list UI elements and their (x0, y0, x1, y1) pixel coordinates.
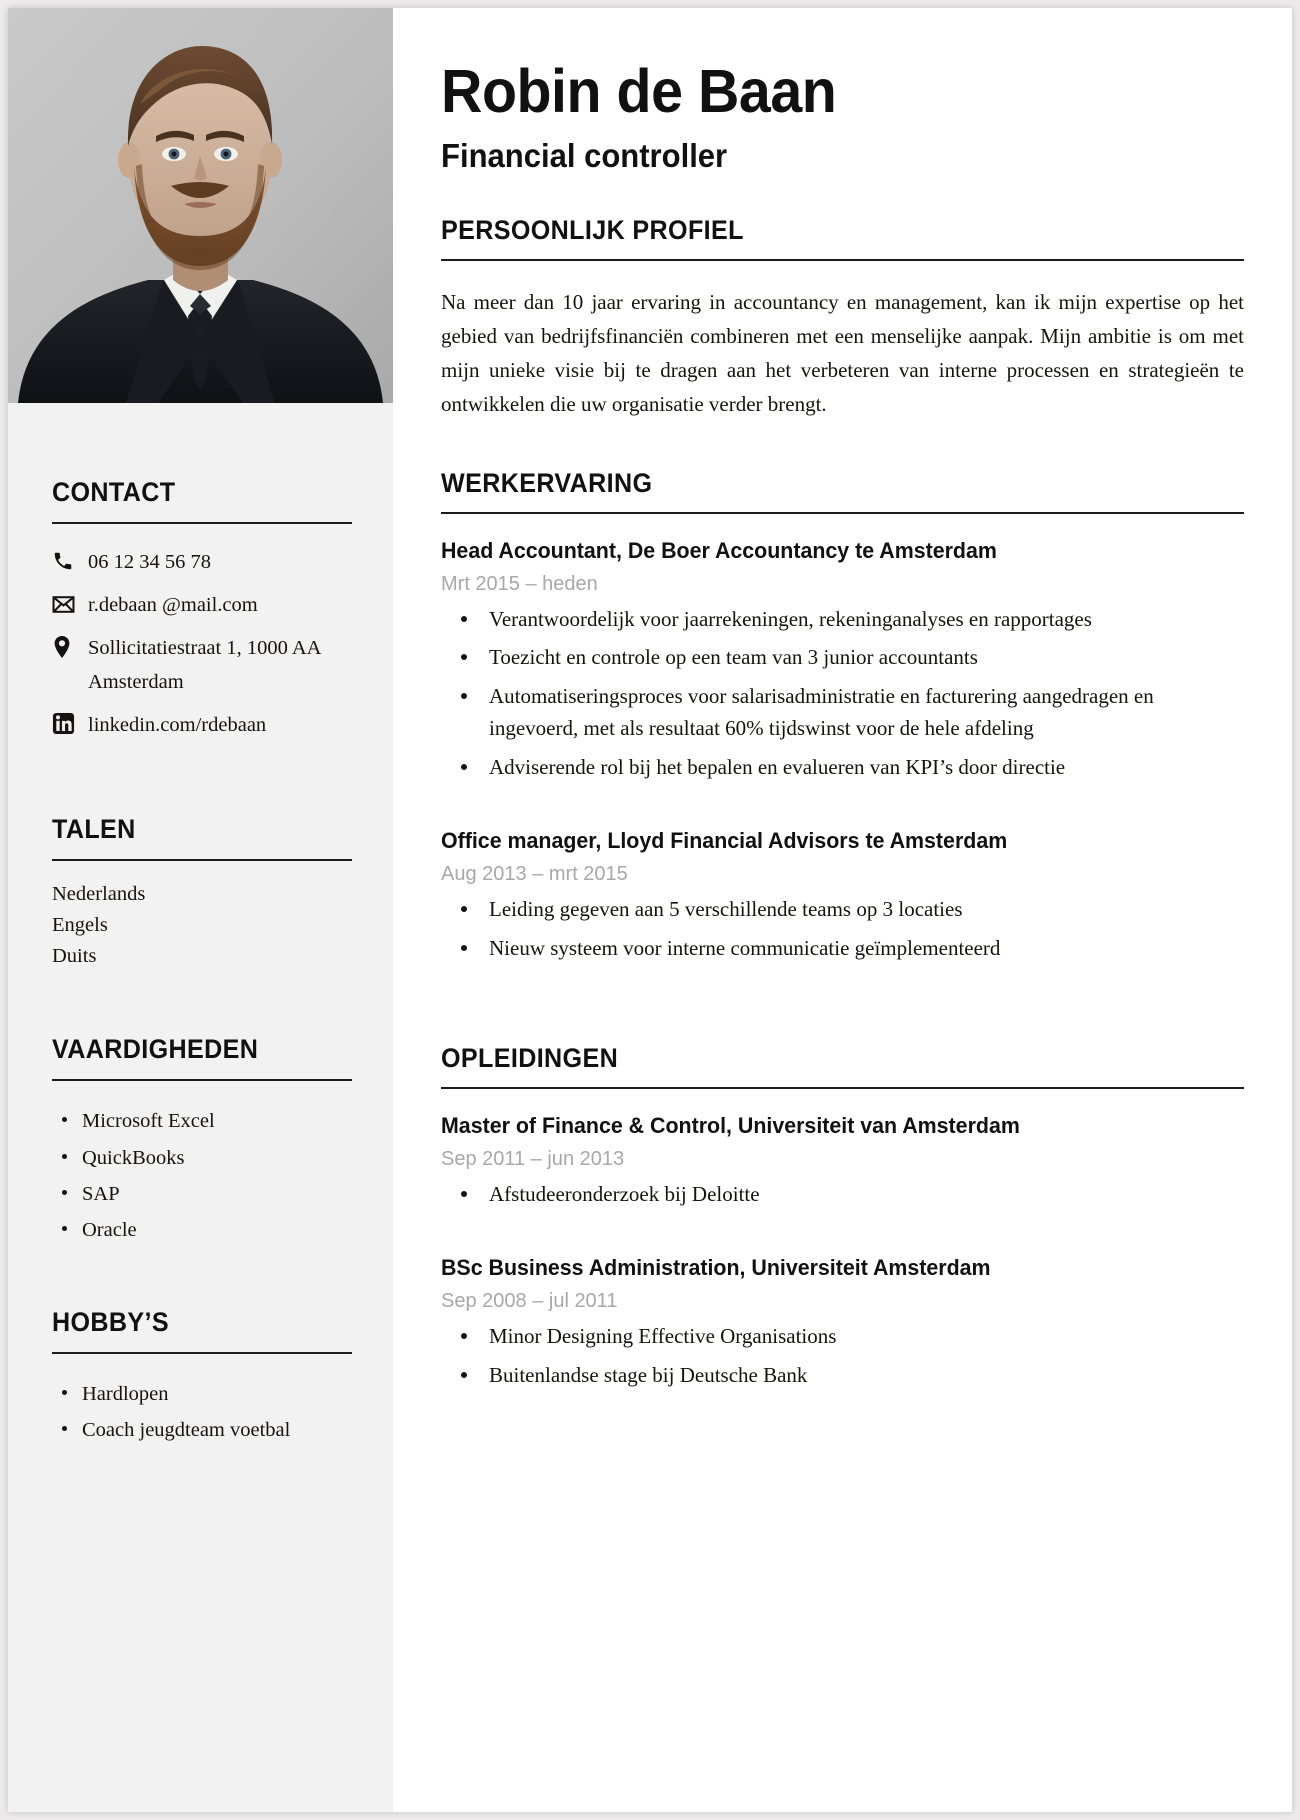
contact-heading: CONTACT (52, 477, 176, 507)
phone-icon (52, 548, 82, 574)
entry-title: BSc Business Administration, Universiteit Amsterdam (441, 1254, 991, 1280)
list-item: Toezicht en controle op een team van 3 junior accountants (441, 642, 1244, 674)
list-item: SAP (52, 1176, 349, 1212)
language-list (52, 883, 349, 968)
experience-section (441, 468, 1244, 965)
language-row (52, 945, 349, 968)
language-row (52, 883, 349, 906)
experience-entry (441, 828, 1244, 965)
entry-title: Master of Finance & Control, Universiteit van Amsterdam (441, 1112, 1020, 1138)
list-item: Microsoft Excel (52, 1103, 349, 1139)
language-label: Nederlands (52, 883, 146, 906)
entry-date: Sep 2011 – jun 2013 (441, 1147, 625, 1170)
contact-value-email: r.debaan @mail.com (88, 594, 258, 617)
language-bar-track (174, 950, 349, 963)
location-pin-icon (52, 634, 82, 660)
entry-date: Mrt 2015 – heden (441, 572, 598, 595)
skills-divider (52, 1079, 352, 1081)
skills-section (52, 1034, 349, 1249)
entry-bullets (441, 1179, 1244, 1211)
experience-entry (441, 538, 1244, 785)
hobbies-divider (52, 1352, 352, 1354)
language-bar-track (174, 919, 349, 932)
profile-text: Na meer dan 10 jaar ervaring in accountancy en management, kan ik mijn expertise op het gebied van bedrijfsfinanciën combineren met een menselijke aanpak. Mijn ambitie is om met mijn unieke visie bij te dragen aan het verbeteren van interne processen en strategieën te ontwikkelen die uw organisatie verder brengt. (441, 290, 1244, 417)
language-label: Engels (52, 914, 108, 937)
sidebar (8, 8, 393, 1812)
languages-heading: TALEN (52, 814, 136, 845)
profile-photo (8, 8, 393, 403)
contact-item-linkedin[interactable] (52, 709, 349, 742)
entry-bullets (441, 894, 1244, 965)
profile-divider (441, 259, 1244, 261)
linkedin-icon (52, 711, 82, 737)
contact-value-address: Sollicitatiestraat 1, 1000 AA Amsterdam (88, 637, 321, 693)
language-bar-track (174, 888, 349, 901)
main-column (393, 8, 1292, 1812)
list-item: Adviserende rol bij het bepalen en evalueren van KPI’s door directie (441, 752, 1244, 784)
profile-heading: PERSOONLIJK PROFIEL (441, 215, 744, 246)
education-section (441, 1043, 1244, 1392)
list-item: Buitenlandse stage bij Deutsche Bank (441, 1360, 1244, 1392)
experience-heading: WERKERVARING (441, 467, 653, 498)
list-item: Hardlopen (52, 1376, 349, 1412)
contact-item-address[interactable] (52, 632, 349, 698)
page-title: Robin de Baan (441, 57, 837, 125)
entry-bullets (441, 604, 1244, 785)
list-item: Leiding gegeven aan 5 verschillende teams op 3 locaties (441, 894, 1244, 926)
contact-list (52, 546, 349, 742)
list-item: Oracle (52, 1212, 349, 1248)
education-entry (441, 1255, 1244, 1392)
hobbies-heading: HOBBY’S (52, 1306, 170, 1337)
skills-heading: VAARDIGHEDEN (52, 1034, 259, 1065)
contact-value-phone: 06 12 34 56 78 (88, 551, 211, 573)
entry-date: Aug 2013 – mrt 2015 (441, 863, 628, 886)
contact-value-linkedin: linkedin.com/rdebaan (88, 713, 267, 736)
list-item: Afstudeeronderzoek bij Deloitte (441, 1179, 1244, 1211)
hobbies-list (52, 1376, 349, 1449)
language-label: Duits (52, 945, 97, 968)
entry-title: Head Accountant, De Boer Accountancy te Amsterdam (441, 537, 997, 563)
education-entry (441, 1113, 1244, 1211)
contact-section (52, 477, 349, 742)
entry-bullets (441, 1321, 1244, 1392)
hobbies-section (52, 1307, 349, 1449)
languages-divider (52, 859, 352, 861)
list-item: QuickBooks (52, 1140, 349, 1176)
entry-title: Office manager, Lloyd Financial Advisors te Amsterdam (441, 828, 1008, 854)
contact-divider (52, 522, 352, 524)
language-row (52, 914, 349, 937)
envelope-icon (52, 591, 82, 617)
cv-document (8, 8, 1292, 1812)
education-divider (441, 1087, 1244, 1089)
list-item: Verantwoordelijk voor jaarrekeningen, rekeninganalyses en rapportages (441, 604, 1244, 636)
list-item: Coach jeugdteam voetbal (52, 1412, 349, 1448)
job-title: Financial controller (441, 137, 728, 175)
education-heading: OPLEIDINGEN (441, 1042, 619, 1073)
languages-section (52, 814, 349, 968)
contact-item-phone[interactable] (52, 546, 349, 579)
list-item: Nieuw systeem voor interne communicatie geïmplementeerd (441, 933, 1244, 965)
experience-divider (441, 512, 1244, 514)
contact-item-email[interactable] (52, 589, 349, 622)
profile-section (441, 215, 1244, 421)
list-item: Automatiseringsproces voor salarisadministratie en facturering aangedragen en ingevoerd, met als resultaat 60% tijdswinst voor de hele afdeling (441, 681, 1244, 745)
entry-date: Sep 2008 – jul 2011 (441, 1289, 618, 1312)
list-item: Minor Designing Effective Organisations (441, 1321, 1244, 1353)
skills-list (52, 1103, 349, 1249)
